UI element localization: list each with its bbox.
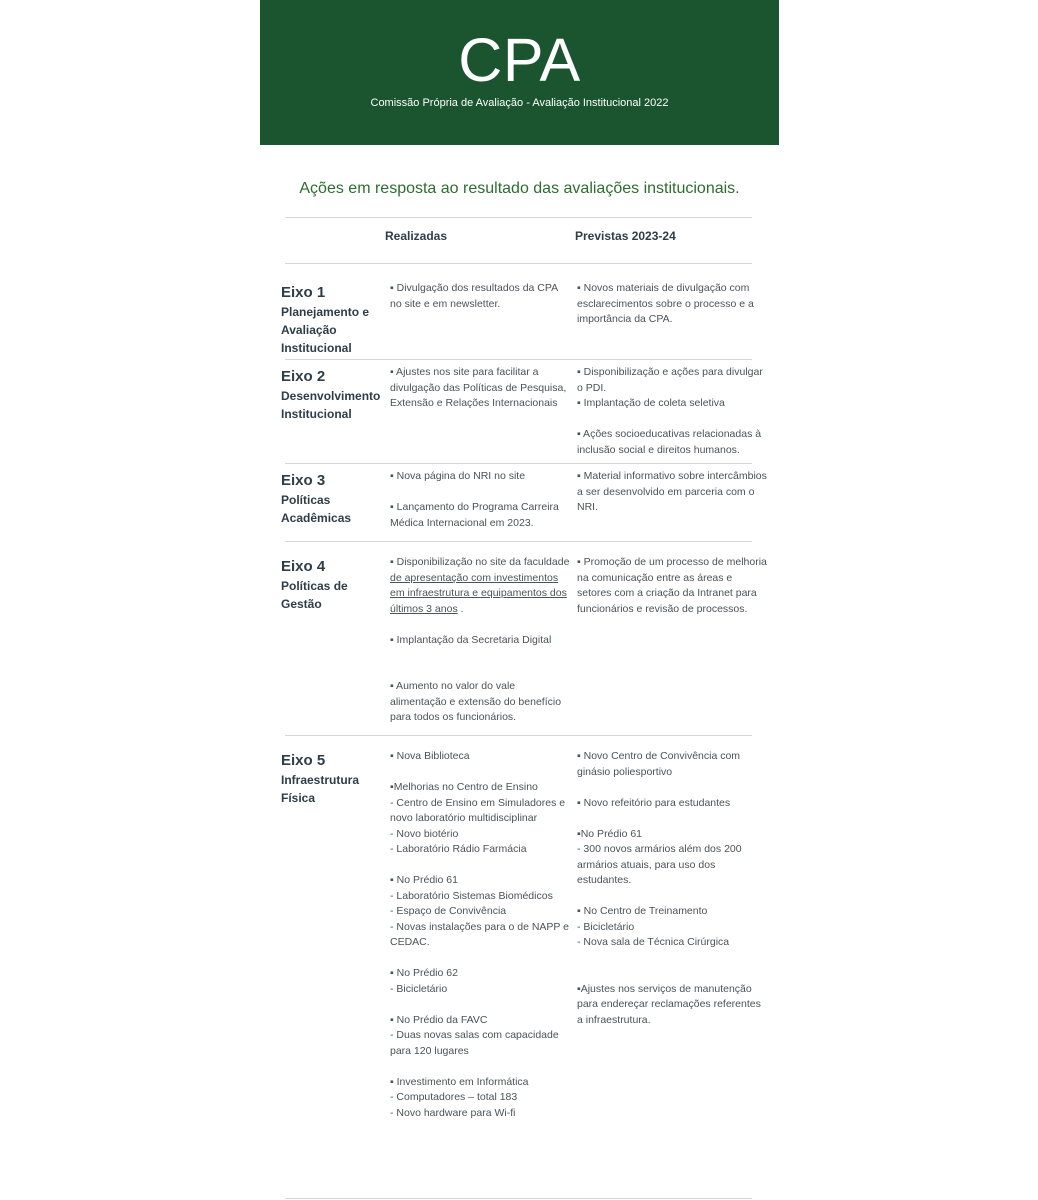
column-header-previstas: Previstas 2023-24 xyxy=(575,229,676,243)
spacer xyxy=(577,412,767,428)
header-divider xyxy=(285,263,752,264)
spacer xyxy=(390,765,570,781)
row-eixo-5-previstas xyxy=(577,749,767,1028)
list-item: ▪ Nova Biblioteca xyxy=(390,750,470,762)
row-eixo-2-previstas xyxy=(577,365,767,458)
eixo-number: Eixo 2 xyxy=(281,368,326,385)
list-item: ▪ No Centro de Treinamento - Bicicletário - Nova sala de Técnica Cirúrgica xyxy=(577,905,730,948)
spacer xyxy=(577,811,767,827)
row-eixo-1-previstas xyxy=(577,281,767,328)
infraestrutura-presentation-link[interactable]: de apresentação com investimentos em infraestrutura e equipamentos dos últimos 3 anos xyxy=(390,571,567,615)
row-eixo-4-label xyxy=(281,557,381,613)
spacer xyxy=(577,889,767,905)
header-banner xyxy=(260,0,779,145)
spacer xyxy=(390,1059,570,1075)
eixo-number: Eixo 3 xyxy=(281,472,326,489)
eixo-name: Planejamento e Avaliação Institucional xyxy=(281,305,370,355)
row-eixo-5-realizadas xyxy=(390,749,570,1121)
eixo-number: Eixo 4 xyxy=(281,558,326,575)
list-item: ▪ Material informativo sobre intercâmbios a ser desenvolvido em parceria com o NRI. xyxy=(577,470,767,513)
row-divider xyxy=(285,359,752,360)
spacer xyxy=(390,858,570,874)
eixo-number: Eixo 1 xyxy=(281,284,326,301)
list-item: ▪ Implantação da Secretaria Digital xyxy=(390,633,552,646)
spacer xyxy=(390,485,570,501)
list-item: ▪ Implantação de coleta seletiva xyxy=(577,397,725,409)
spacer xyxy=(577,951,767,982)
spacer xyxy=(390,951,570,967)
row-eixo-1-realizadas xyxy=(390,281,570,312)
list-item: ▪ Aumento no valor do vale alimentação e extensão do benefício para todos os funcionários. xyxy=(390,680,562,723)
row-eixo-4-realizadas xyxy=(390,555,570,726)
row-eixo-3-realizadas xyxy=(390,469,570,531)
row-eixo-4-previstas xyxy=(577,555,767,617)
page-title: CPA xyxy=(458,26,581,94)
list-item: ▪ No Prédio 62 - Bicicletário xyxy=(390,967,458,995)
eixo-number: Eixo 5 xyxy=(281,752,326,769)
list-item: ▪ Novos materiais de divulgação com esclarecimentos sobre o processo e a importância da CPA. xyxy=(577,282,754,325)
list-item: ▪ Disponibilização no site da faculdade de apresentação com investimentos em infraestrutura e equipamentos dos últimos 3 anos . xyxy=(390,556,570,615)
list-item: ▪ No Prédio 61 - Laboratório Sistemas Biomédicos - Espaço de Convivência - Novas instalações para o de NAPP e CEDAC. xyxy=(390,874,569,948)
list-item: ▪ Disponibilização e ações para divulgar o PDI. xyxy=(577,366,763,394)
list-item: ▪ Novo Centro de Convivência com ginásio poliesportivo xyxy=(577,750,741,778)
list-item: ▪ No Prédio da FAVC - Duas novas salas com capacidade para 120 lugares xyxy=(390,1013,559,1057)
section-headline: Ações em resposta ao resultado das avaliações institucionais. xyxy=(299,180,740,197)
row-eixo-3-label xyxy=(281,471,381,527)
table-bottom-divider xyxy=(285,1198,752,1199)
spacer xyxy=(390,617,570,633)
list-item: ▪ Nova página do NRI no site xyxy=(390,470,526,482)
spacer xyxy=(390,648,570,679)
list-item: ▪ Novo refeitório para estudantes xyxy=(577,796,731,809)
list-item: ▪ Lançamento do Programa Carreira Médica Internacional em 2023. xyxy=(390,501,559,529)
spacer xyxy=(390,997,570,1013)
list-item: ▪Melhorias no Centro de Ensino - Centro de Ensino em Simuladores e novo laboratório multidisciplinar - Novo biotério - Laboratório Rádio Farmácia xyxy=(390,781,566,855)
page-subtitle: Comissão Própria de Avaliação - Avaliação Institucional 2022 xyxy=(370,97,669,109)
row-eixo-3-previstas xyxy=(577,469,767,516)
eixo-name: Políticas de Gestão xyxy=(281,579,348,611)
column-header-realizadas: Realizadas xyxy=(385,229,448,243)
list-item: ▪ Divulgação dos resultados da CPA no site e em newsletter. xyxy=(390,282,558,310)
row-eixo-5-label xyxy=(281,751,381,807)
eixo-name: Infraestrutura Física xyxy=(281,773,360,805)
row-divider xyxy=(285,541,752,542)
eixo-name: Desenvolvimento Institucional xyxy=(281,389,381,421)
list-item: ▪ Ações socioeducativas relacionadas à inclusão social e direitos humanos. xyxy=(577,428,762,456)
row-divider xyxy=(285,735,752,736)
list-item-text: ▪ Disponibilização no site da faculdade xyxy=(390,556,570,568)
table-top-divider xyxy=(285,217,752,218)
list-item: ▪ Promoção de um processo de melhoria na comunicação entre as áreas e setores com a criação da Intranet para funcionários e revisão de processos. xyxy=(577,556,767,615)
row-divider xyxy=(285,463,752,464)
row-eixo-1-label xyxy=(281,283,381,357)
row-eixo-2-label xyxy=(281,367,381,423)
eixo-name: Políticas Acadêmicas xyxy=(281,493,352,525)
row-eixo-2-realizadas xyxy=(390,365,570,412)
list-item: ▪ Ajustes nos site para facilitar a divulgação das Políticas de Pesquisa, Extensão e Relações Internacionais xyxy=(390,366,567,409)
spacer xyxy=(577,780,767,796)
list-item: ▪No Prédio 61 - 300 novos armários além dos 200 armários atuais, para uso dos estudantes. xyxy=(577,827,742,886)
list-item: ▪Ajustes nos serviços de manutenção para endereçar reclamações referentes a infraestrutura. xyxy=(577,982,761,1026)
list-item: ▪ Investimento em Informática - Computadores – total 183 - Novo hardware para Wi-fi xyxy=(390,1075,529,1119)
